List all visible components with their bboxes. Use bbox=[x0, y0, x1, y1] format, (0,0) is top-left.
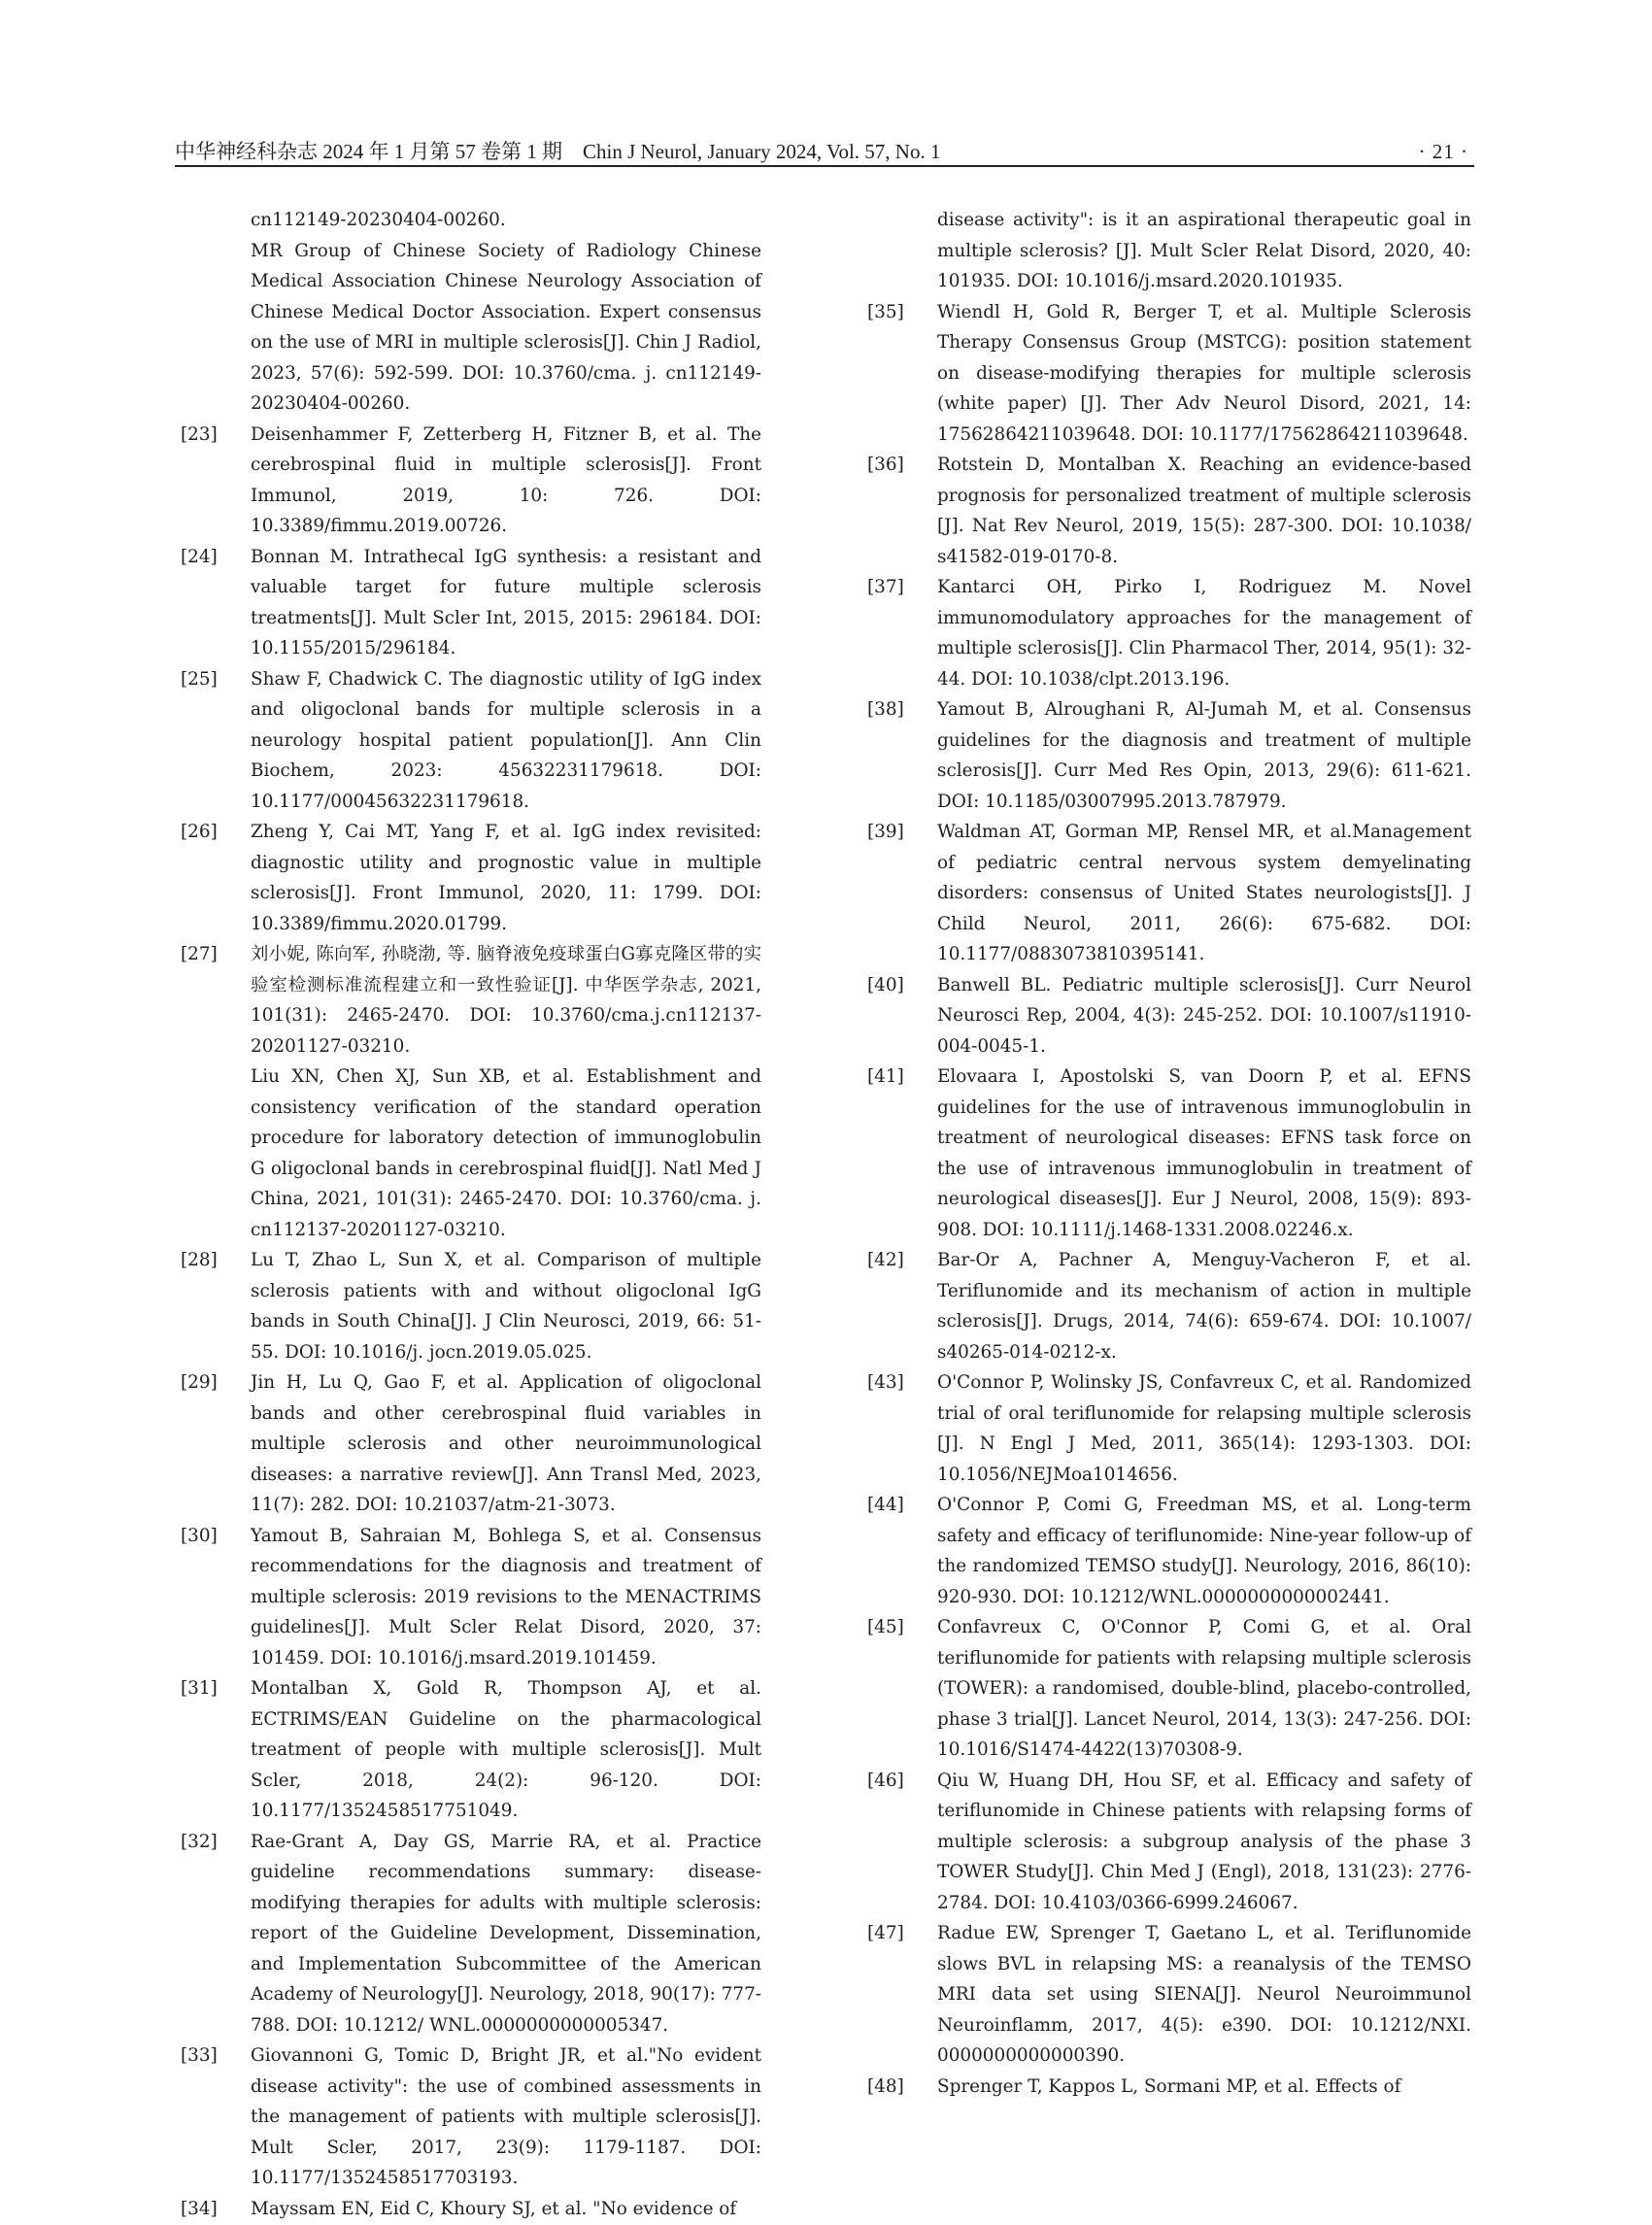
reference-number: [43] bbox=[867, 1372, 904, 1393]
reference-number: [36] bbox=[867, 455, 904, 475]
reference-item bbox=[867, 2072, 1471, 2103]
reference-item bbox=[867, 970, 1471, 1062]
reference-text: Yamout B, Sahraian M, Bohlega S, et al. Consensus recommendations for the diagnosis and treatment of multiple sclerosis: 2019 revisions to the MENACTRIMS guidelines[J]. Mult Scler Relat Disord, 2020, 37: 101459. DOI: 10.1016/j.msard.2019.101459. bbox=[251, 1525, 761, 1669]
reference-text: Zheng Y, Cai MT, Yang F, et al. IgG index revisited: diagnostic utility and prognostic value in multiple sclerosis[J]. Front Immunol, 2020, 11: 1799. DOI: 10.3389/fimmu.2020.01799. bbox=[251, 822, 761, 934]
reference-column-right bbox=[867, 205, 1471, 2102]
reference-number: [33] bbox=[181, 2045, 218, 2066]
reference-text: Qiu W, Huang DH, Hou SF, et al. Efficacy and safety of teriflunomide in Chinese patients with relapsing forms of multiple sclerosis: a subgroup analysis of the phase 3 TOWER Study[J]. Chin Med J (Engl), 2018, 131(23): 2776-2784. DOI: 10.4103/0366-6999.246067. bbox=[937, 1770, 1471, 1913]
reference-item bbox=[181, 664, 761, 818]
reference-item bbox=[867, 1245, 1471, 1367]
reference-text: Sprenger T, Kappos L, Sormani MP, et al. Effects of bbox=[937, 2075, 1401, 2097]
reference-number: [25] bbox=[181, 668, 218, 690]
reference-item bbox=[181, 1367, 761, 1521]
reference-item bbox=[181, 542, 761, 664]
running-header bbox=[175, 134, 1474, 167]
reference-text: cn112149-20230404-00260. bbox=[251, 210, 506, 230]
reference-number: [23] bbox=[181, 423, 218, 445]
reference-number: [42] bbox=[867, 1250, 904, 1270]
reference-item bbox=[867, 1490, 1471, 1612]
reference-text: Lu T, Zhao L, Sun X, et al. Comparison of multiple sclerosis patients with and without oligoclonal IgG bands in South China[J]. J Clin Neurosci, 2019, 66: 51-55. DOI: 10.1016/j. jocn.2019.05.025. bbox=[251, 1250, 761, 1363]
reference-item bbox=[867, 297, 1471, 451]
reference-text: disease activity": is it an aspirational therapeutic goal in multiple sclerosis? [J]. Mult Scler Relat Disord, 2020, 40: 101935. DOI: 10.1016/j.msard.2020.101935. bbox=[937, 210, 1471, 291]
reference-number: [40] bbox=[867, 974, 904, 995]
reference-text: Rotstein D, Montalban X. Reaching an evidence-based prognosis for personalized treatment of multiple sclerosis [J]. Nat Rev Neurol, 2019, 15(5): 287-300. DOI: 10.1038/ s41582-019-0170-8. bbox=[937, 455, 1471, 567]
reference-text: Radue EW, Sprenger T, Gaetano L, et al. Teriflunomide slows BVL in relapsing MS: a reanalysis of the TEMSO MRI data set using SIENA[J]. Neurol Neuroimmunol Neuroinflamm, 2017, 4(5): e390. DOI: 10.1212/NXI. 0000000000000390. bbox=[937, 1923, 1471, 2066]
reference-number bbox=[867, 205, 937, 297]
reference-number: [24] bbox=[181, 546, 218, 567]
reference-item bbox=[181, 1827, 761, 2041]
reference-item bbox=[867, 1062, 1471, 1245]
journal-header-title: 中华神经科杂志 2024 年 1 月第 57 卷第 1 期 Chin J Neurol, January 2024, Vol. 57, No. 1 bbox=[175, 140, 941, 163]
reference-number: [45] bbox=[867, 1617, 904, 1637]
reference-number: [28] bbox=[181, 1250, 218, 1270]
reference-item bbox=[181, 939, 761, 1062]
reference-number: [29] bbox=[181, 1372, 218, 1393]
reference-text: Banwell BL. Pediatric multiple sclerosis[J]. Curr Neurol Neurosci Rep, 2004, 4(3): 245-252. DOI: 10.1007/s11910-004-0045-1. bbox=[937, 974, 1471, 1057]
reference-text: Shaw F, Chadwick C. The diagnostic utility of IgG index and oligoclonal bands for multiple sclerosis in a neurology hospital patient population[J]. Ann Clin Biochem, 2023: 45632231179618. DOI: 10.1177/00045632231179618. bbox=[251, 668, 761, 812]
page-number: · 21 · bbox=[1418, 140, 1468, 163]
reference-item bbox=[867, 1766, 1471, 1919]
reference-number: [38] bbox=[867, 699, 904, 720]
reference-text: Elovaara I, Apostolski S, van Doorn P, et al. EFNS guidelines for the use of intravenous immunoglobulin in treatment of neurological diseases: EFNS task force on the use of intravenous immunoglobulin in treatment of neurological diseases[J]. Eur J Neurol, 2008, 15(9): 893-908. DOI: 10.1111/j.1468-1331.2008.02246.x. bbox=[937, 1066, 1471, 1240]
reference-text: Wiendl H, Gold R, Berger T, et al. Multiple Sclerosis Therapy Consensus Group (MSTCG): position statement on disease-modifying therapies for multiple sclerosis (white paper) [J]. Ther Adv Neurol Disord, 2021, 14: 17562864211039648. DOI: 10.1177/17562864211039648. bbox=[937, 301, 1471, 445]
reference-number: [48] bbox=[867, 2075, 904, 2097]
reference-number bbox=[181, 1062, 251, 1245]
reference-item bbox=[181, 236, 761, 420]
reference-item bbox=[181, 1245, 761, 1367]
reference-number: [39] bbox=[867, 822, 904, 842]
reference-text: 刘小妮, 陈向军, 孙晓渤, 等. 脑脊液免疫球蛋白G寡克隆区带的实验室检测标准流程建立和一致性验证[J]. 中华医学杂志, 2021, 101(31): 2465-2470. DOI: 10.3760/cma.j.cn112137-20201127-03210. bbox=[251, 944, 761, 1057]
reference-text: O'Connor P, Comi G, Freedman MS, et al. Long-term safety and efficacy of teriflunomide: Nine-year follow-up of the randomized TEMSO study[J]. Neurology, 2016, 86(10): 920-930. DOI: 10.1212/WNL.0000000000002441. bbox=[937, 1495, 1471, 1607]
reference-number bbox=[181, 236, 251, 420]
reference-text: MR Group of Chinese Society of Radiology Chinese Medical Association Chinese Neurology Association of Chinese Medical Doctor Association. Expert consensus on the use of MRI in multiple sclerosis[J]. Chin J Radiol, 2023, 57(6): 592-599. DOI: 10.3760/cma. j. cn112149-20230404-00260. bbox=[251, 240, 761, 414]
reference-text: Yamout B, Alroughani R, Al-Jumah M, et al. Consensus guidelines for the diagnosis and treatment of multiple sclerosis[J]. Curr Med Res Opin, 2013, 29(6): 611-621. DOI: 10.1185/03007995.2013.787979. bbox=[937, 699, 1471, 812]
reference-text: O'Connor P, Wolinsky JS, Confavreux C, et al. Randomized trial of oral teriflunomide for relapsing multiple sclerosis [J]. N Engl J Med, 2011, 365(14): 1293-1303. DOI: 10.1056/NEJMoa1014656. bbox=[937, 1372, 1471, 1485]
reference-item bbox=[181, 1521, 761, 1674]
reference-text: Jin H, Lu Q, Gao F, et al. Application of oligoclonal bands and other cerebrospinal fluid variables in multiple sclerosis and other neuroimmunological diseases: a narrative review[J]. Ann Transl Med, 2023, 11(7): 282. DOI: 10.21037/atm-21-3073. bbox=[251, 1372, 761, 1515]
reference-number: [46] bbox=[867, 1770, 904, 1791]
reference-column-left bbox=[181, 205, 761, 2224]
reference-text: Mayssam EN, Eid C, Khoury SJ, et al. "No evidence of bbox=[251, 2198, 737, 2219]
reference-text: Deisenhammer F, Zetterberg H, Fitzner B, et al. The cerebrospinal fluid in multiple sclerosis[J]. Front Immunol, 2019, 10: 726. DOI: 10.3389/fimmu.2019.00726. bbox=[251, 423, 761, 536]
reference-item bbox=[867, 450, 1471, 572]
reference-number: [32] bbox=[181, 1831, 218, 1852]
reference-item bbox=[867, 1367, 1471, 1490]
reference-number bbox=[181, 205, 251, 236]
reference-item bbox=[867, 694, 1471, 817]
reference-number: [31] bbox=[181, 1678, 218, 1699]
reference-item bbox=[867, 1918, 1471, 2072]
reference-text: Bonnan M. Intrathecal IgG synthesis: a resistant and valuable target for future multiple sclerosis treatments[J]. Mult Scler Int, 2015, 2015: 296184. DOI: 10.1155/2015/296184. bbox=[251, 546, 761, 658]
reference-item bbox=[181, 1673, 761, 1827]
reference-item bbox=[181, 1062, 761, 1245]
reference-text: Giovannoni G, Tomic D, Bright JR, et al."No evident disease activity": the use of combined assessments in the management of patients with multiple sclerosis[J]. Mult Scler, 2017, 23(9): 1179-1187. DOI: 10.1177/1352458517703193. bbox=[251, 2045, 761, 2188]
reference-item bbox=[181, 205, 761, 236]
reference-item bbox=[181, 2040, 761, 2194]
reference-item bbox=[181, 420, 761, 542]
reference-number: [34] bbox=[181, 2198, 218, 2219]
reference-number: [37] bbox=[867, 577, 904, 597]
reference-number: [27] bbox=[181, 944, 218, 964]
reference-item bbox=[867, 817, 1471, 970]
reference-text: Rae-Grant A, Day GS, Marrie RA, et al. Practice guideline recommendations summary: disease-modifying therapies for adults with multiple sclerosis: report of the Guideline Development, Dissemination, and Implementation Subcommittee of the American Academy of Neurology[J]. Neurology, 2018, 90(17): 777-788. DOI: 10.1212/ WNL.0000000000005347. bbox=[251, 1831, 761, 2036]
reference-item bbox=[867, 572, 1471, 694]
reference-number: [30] bbox=[181, 1525, 218, 1546]
reference-number: [35] bbox=[867, 301, 904, 322]
reference-number: [41] bbox=[867, 1066, 904, 1087]
reference-item bbox=[867, 205, 1471, 297]
reference-text: Bar-Or A, Pachner A, Menguy-Vacheron F, et al. Teriflunomide and its mechanism of action in multiple sclerosis[J]. Drugs, 2014, 74(6): 659-674. DOI: 10.1007/ s40265-014-0212-x. bbox=[937, 1250, 1471, 1363]
reference-number: [26] bbox=[181, 822, 218, 842]
reference-number: [44] bbox=[867, 1495, 904, 1515]
reference-text: Montalban X, Gold R, Thompson AJ, et al. ECTRIMS/EAN Guideline on the pharmacological treatment of people with multiple sclerosis[J]. Mult Scler, 2018, 24(2): 96-120. DOI: 10.1177/1352458517751049. bbox=[251, 1678, 761, 1821]
reference-item bbox=[181, 817, 761, 939]
reference-item bbox=[181, 2194, 761, 2225]
reference-number: [47] bbox=[867, 1923, 904, 1943]
reference-item bbox=[867, 1612, 1471, 1766]
reference-text: Confavreux C, O'Connor P, Comi G, et al. Oral teriflunomide for patients with relapsing multiple sclerosis (TOWER): a randomised, double-blind, placebo-controlled, phase 3 trial[J]. Lancet Neurol, 2014, 13(3): 247-256. DOI: 10.1016/S1474-4422(13)70308-9. bbox=[937, 1617, 1471, 1760]
reference-text: Waldman AT, Gorman MP, Rensel MR, et al.Management of pediatric central nervous system demyelinating disorders: consensus of United States neurologists[J]. J Child Neurol, 2011, 26(6): 675-682. DOI: 10.1177/0883073810395141. bbox=[937, 822, 1471, 964]
reference-text: Kantarci OH, Pirko I, Rodriguez M. Novel immunomodulatory approaches for the management of multiple sclerosis[J]. Clin Pharmacol Ther, 2014, 95(1): 32-44. DOI: 10.1038/clpt.2013.196. bbox=[937, 577, 1471, 690]
reference-text: Liu XN, Chen XJ, Sun XB, et al. Establishment and consistency verification of the standard operation procedure for laboratory detection of immunoglobulin G oligoclonal bands in cerebrospinal fluid[J]. Natl Med J China, 2021, 101(31): 2465-2470. DOI: 10.3760/cma. j. cn112137-20201127-03210. bbox=[251, 1066, 761, 1240]
